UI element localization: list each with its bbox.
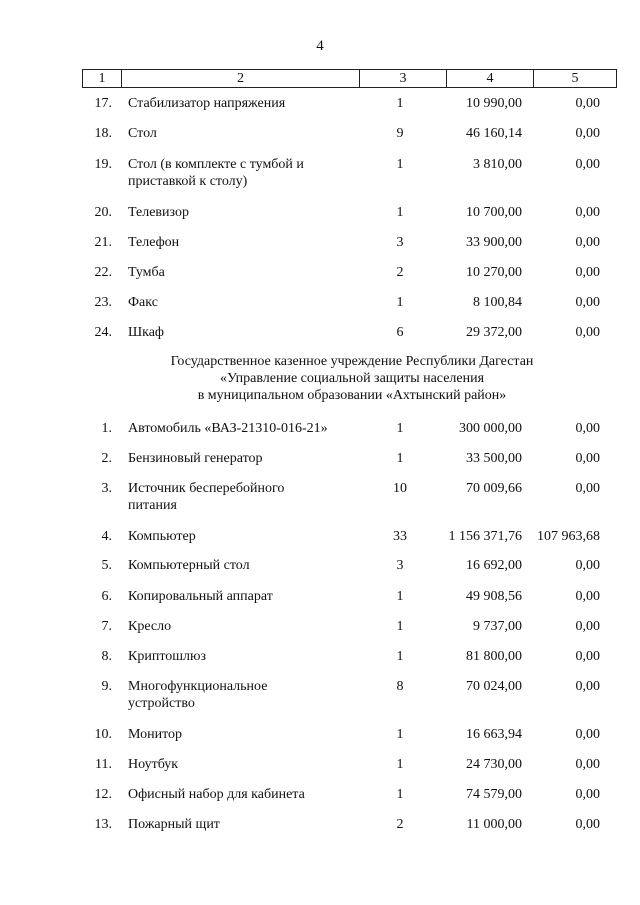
column-header-table [82,69,617,88]
row-quantity: 33 [393,529,407,544]
row-number: 20. [94,205,112,220]
row-sum: 33 500,00 [466,451,522,466]
row-depreciation: 0,00 [575,727,600,742]
row-quantity: 1 [396,649,404,664]
row-sum: 10 990,00 [466,96,522,111]
row-quantity: 1 [396,589,404,604]
row-depreciation: 0,00 [575,235,600,250]
row-number: 22. [94,265,112,280]
row-depreciation: 0,00 [575,325,600,340]
row-depreciation: 0,00 [575,157,600,172]
row-name: Источник бесперебойного питания [128,481,285,513]
row-sum: 49 908,56 [466,589,522,604]
row-number: 21. [94,235,112,250]
row-name: Бензиновый генератор [128,451,263,466]
section-title-line: «Управление социальной защиты населения [219,371,485,386]
row-depreciation: 0,00 [575,558,600,573]
column-header-3: 3 [360,70,447,88]
row-number: 3. [101,481,112,496]
row-number: 8. [101,649,112,664]
row-quantity: 1 [396,619,404,634]
row-depreciation: 0,00 [575,421,600,436]
row-depreciation: 0,00 [575,205,600,220]
section-title [0,353,640,404]
row-quantity: 1 [396,787,404,802]
row-depreciation: 0,00 [575,787,600,802]
row-sum: 9 737,00 [473,619,522,634]
row-depreciation: 0,00 [575,817,600,832]
row-sum: 11 000,00 [466,817,522,832]
column-header-5: 5 [534,70,617,88]
row-quantity: 1 [396,205,404,220]
row-quantity: 1 [396,96,404,111]
row-number: 7. [101,619,112,634]
row-sum: 300 000,00 [459,421,522,436]
row-name: Тумба [128,265,165,280]
column-header-4: 4 [447,70,534,88]
row-quantity: 1 [396,421,404,436]
row-sum: 8 100,84 [473,295,522,310]
row-depreciation: 0,00 [575,265,600,280]
row-name: Компьютерный стол [128,558,250,573]
row-number: 4. [101,529,112,544]
row-quantity: 1 [396,451,404,466]
row-sum: 33 900,00 [466,235,522,250]
row-name: Стол (в комплекте с тумбой и приставкой к столу) [128,157,304,189]
row-number: 24. [94,325,112,340]
row-depreciation: 0,00 [575,757,600,772]
row-name: Стол [128,126,157,141]
row-sum: 10 270,00 [466,265,522,280]
row-sum: 16 692,00 [466,558,522,573]
column-header-2: 2 [122,70,360,88]
row-name: Ноутбук [128,757,179,772]
row-sum: 1 156 371,76 [448,529,522,544]
row-depreciation: 0,00 [575,96,600,111]
row-sum: 3 810,00 [473,157,522,172]
row-name: Шкаф [128,325,164,340]
row-sum: 16 663,94 [466,727,522,742]
row-number: 19. [94,157,112,172]
row-number: 1. [101,421,112,436]
row-quantity: 1 [396,757,404,772]
row-sum: 70 024,00 [466,679,522,694]
row-number: 10. [94,727,112,742]
row-quantity: 2 [396,817,404,832]
section-title-line: Государственное казенное учреждение Республики Дагестан [170,354,534,369]
row-quantity: 2 [396,265,404,280]
row-sum: 29 372,00 [466,325,522,340]
row-depreciation: 0,00 [575,619,600,634]
row-depreciation: 0,00 [575,451,600,466]
row-quantity: 1 [396,295,404,310]
row-depreciation: 0,00 [575,481,600,496]
row-name: Многофункциональное устройство [128,679,268,711]
row-depreciation: 0,00 [575,649,600,664]
row-number: 6. [101,589,112,604]
row-name: Криптошлюз [128,649,207,664]
row-name: Факс [128,295,158,310]
row-quantity: 10 [393,481,407,496]
row-name: Телевизор [128,205,189,220]
row-quantity: 3 [396,558,404,573]
row-number: 12. [94,787,112,802]
row-name: Стабилизатор напряжения [128,96,286,111]
row-name: Компьютер [128,529,196,544]
row-sum: 81 800,00 [466,649,522,664]
row-quantity: 3 [396,235,404,250]
row-name: Автомобиль «ВАЗ-21310-016-21» [128,421,328,436]
row-name: Телефон [128,235,180,250]
row-number: 23. [94,295,112,310]
row-name: Копировальный аппарат [128,589,273,604]
row-quantity: 9 [396,126,404,141]
row-sum: 10 700,00 [466,205,522,220]
row-number: 2. [101,451,112,466]
row-number: 11. [95,757,112,772]
row-sum: 46 160,14 [466,126,522,141]
row-depreciation: 0,00 [575,126,600,141]
row-depreciation: 107 963,68 [537,529,600,544]
row-name: Офисный набор для кабинета [128,787,305,802]
column-header-1: 1 [83,70,122,88]
row-quantity: 6 [396,325,404,340]
row-number: 9. [101,679,112,694]
row-depreciation: 0,00 [575,295,600,310]
row-depreciation: 0,00 [575,679,600,694]
row-number: 5. [101,558,112,573]
row-name: Кресло [128,619,172,634]
row-number: 17. [94,96,112,111]
row-quantity: 1 [396,157,404,172]
row-quantity: 8 [396,679,404,694]
row-quantity: 1 [396,727,404,742]
section-title-line: в муниципальном образовании «Ахтынский район» [197,388,507,403]
row-number: 18. [94,126,112,141]
row-name: Пожарный щит [128,817,220,832]
row-name: Монитор [128,727,183,742]
row-sum: 74 579,00 [466,787,522,802]
row-depreciation: 0,00 [575,589,600,604]
page-number: 4 [316,38,324,54]
row-sum: 70 009,66 [466,481,522,496]
row-number: 13. [94,817,112,832]
row-sum: 24 730,00 [466,757,522,772]
